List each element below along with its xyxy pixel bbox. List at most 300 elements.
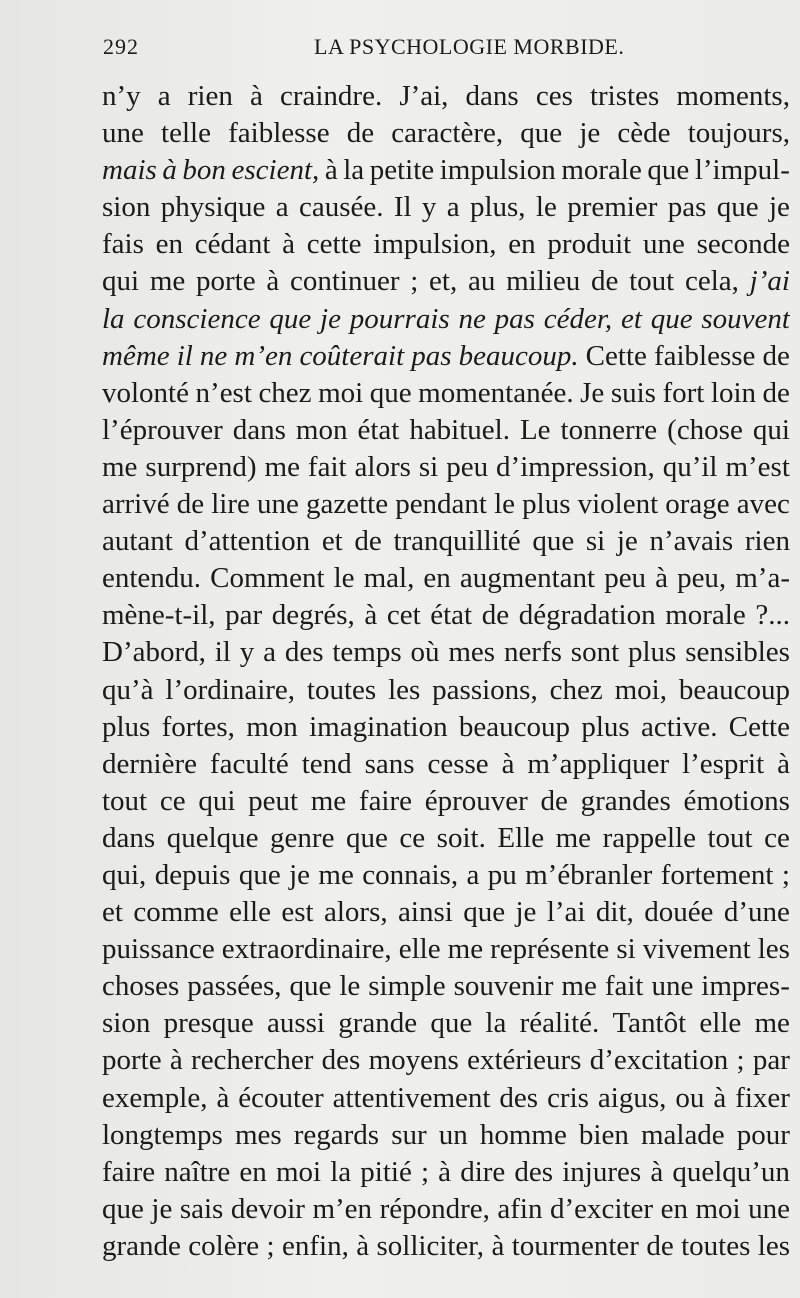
word: mes: [234, 1118, 282, 1151]
italic-word: à: [162, 154, 177, 187]
word: en: [423, 562, 451, 595]
word: peu,: [677, 562, 727, 595]
word: temps: [332, 636, 402, 669]
word: des: [284, 636, 324, 669]
word: colère: [188, 1229, 260, 1262]
italic-word: ne: [458, 302, 486, 335]
word: tout: [102, 784, 148, 817]
word: enfin,: [281, 1229, 349, 1262]
word: ;: [420, 1155, 430, 1188]
word: le: [494, 488, 516, 521]
text-line: [102, 412, 790, 449]
word: sans: [364, 747, 415, 780]
word: naître: [164, 1155, 231, 1188]
word: caractère,: [391, 117, 504, 150]
word: ce: [159, 784, 186, 817]
word: je: [515, 896, 537, 929]
word: tourmenter: [511, 1229, 639, 1262]
word: Je: [580, 376, 605, 409]
word: et: [321, 525, 343, 558]
word: Comment: [210, 562, 325, 595]
word: Il: [393, 191, 412, 224]
word: aussi: [266, 1007, 325, 1040]
word: représente: [490, 933, 610, 966]
word: qu’il: [662, 450, 718, 483]
word: éprouver: [424, 784, 528, 817]
word: que: [430, 1007, 473, 1040]
word: aigus,: [597, 1081, 667, 1114]
italic-word: céder,: [543, 302, 613, 335]
text-line: [102, 634, 790, 671]
word: une: [651, 970, 694, 1003]
word: m’a-: [735, 562, 790, 595]
word: connais,: [362, 858, 459, 891]
word: dans: [102, 821, 156, 854]
italic-word: pourrais: [349, 302, 450, 335]
word: à: [216, 1081, 230, 1114]
word: mal,: [363, 562, 415, 595]
word: qu’à: [102, 673, 154, 706]
word: que: [102, 1192, 144, 1225]
word: avec: [736, 488, 790, 521]
word: que: [289, 970, 332, 1003]
word: cède: [617, 117, 671, 150]
word: que: [345, 821, 388, 854]
word: moments,: [676, 80, 790, 112]
word: dernière: [102, 747, 197, 780]
word: devoir: [230, 1192, 305, 1225]
word: produit: [547, 228, 632, 261]
text-line: [102, 1228, 790, 1265]
word: chez: [549, 673, 603, 706]
text-line: [102, 672, 790, 709]
word: et: [102, 896, 123, 929]
word: peut: [248, 784, 299, 817]
word: mène-t-il,: [102, 599, 216, 632]
word: arrivé: [102, 488, 170, 521]
word: tout: [707, 821, 753, 854]
word: moi: [318, 376, 364, 409]
word: (chose: [667, 413, 743, 446]
word: pendant: [395, 488, 487, 521]
word: ;: [736, 1044, 745, 1077]
word: elle: [398, 933, 441, 966]
italic-word: ne: [199, 339, 228, 372]
word: cet: [386, 599, 421, 632]
text-line: [102, 746, 790, 783]
word: a: [275, 191, 289, 224]
word: pas: [667, 191, 707, 224]
word: par: [225, 599, 263, 632]
text-line: [102, 523, 790, 560]
text-line: [102, 1042, 790, 1079]
word: que: [647, 154, 690, 187]
word: fixer: [735, 1081, 790, 1114]
word: écouter: [238, 1081, 324, 1114]
word: fortes,: [161, 710, 235, 743]
word: à: [655, 562, 668, 595]
word: entendu.: [102, 562, 202, 595]
word: sensibles: [685, 636, 790, 669]
word: de: [481, 599, 510, 632]
word: cédant: [194, 228, 271, 261]
word: ;: [266, 1229, 275, 1262]
word: plus: [102, 710, 151, 743]
word: tristes: [589, 80, 660, 112]
text-line: [102, 78, 790, 115]
word: les: [388, 673, 421, 706]
text-line: [102, 152, 790, 189]
word: chez: [258, 376, 312, 409]
word: alors,: [324, 896, 388, 929]
word: a: [157, 80, 171, 112]
text-line: [102, 709, 790, 746]
word: volonté: [102, 376, 189, 409]
word: dégradation: [518, 599, 656, 632]
word: la: [485, 1007, 507, 1040]
word: à: [501, 747, 515, 780]
word: à: [356, 1229, 370, 1262]
word: m’ébranler: [525, 858, 653, 891]
italic-word: et: [620, 302, 642, 335]
word: peu: [446, 450, 489, 483]
word: je: [616, 525, 638, 558]
word: beaucoup: [678, 673, 790, 706]
word: me: [310, 784, 347, 817]
word: continuer: [289, 265, 400, 298]
word: à: [266, 265, 280, 298]
word: telle: [161, 117, 211, 150]
body-text: [102, 78, 790, 1265]
word: des: [321, 1044, 361, 1077]
word: faire: [102, 1155, 156, 1188]
word: causée.: [298, 191, 384, 224]
word: de: [540, 784, 568, 817]
text-line: [102, 1191, 790, 1228]
word: à: [169, 1044, 183, 1077]
word: la: [343, 154, 365, 187]
text-line: [102, 894, 790, 931]
word: petite: [369, 154, 435, 187]
word: fortement: [660, 858, 774, 891]
word: cesse: [427, 747, 489, 780]
word: au: [467, 265, 496, 298]
word: qui: [102, 265, 140, 298]
word: grandes: [580, 784, 671, 817]
word: à: [713, 1081, 727, 1114]
word: quelque: [166, 821, 259, 854]
word: a: [446, 191, 460, 224]
word: gazette: [305, 488, 389, 521]
word: me: [561, 970, 597, 1003]
word: répondre,: [379, 1192, 490, 1225]
word: toutes: [681, 1229, 751, 1262]
word: dit,: [595, 896, 634, 929]
word: à: [364, 599, 378, 632]
italic-word: pas: [411, 339, 452, 372]
word: longtemps: [102, 1118, 223, 1151]
word: dans: [232, 413, 286, 446]
word: si: [616, 933, 636, 966]
word: porte: [196, 265, 256, 298]
word: extraordinaire,: [221, 933, 392, 966]
text-line: [102, 301, 790, 338]
word: peu: [604, 562, 647, 595]
word: genre: [270, 821, 335, 854]
word: toutes: [306, 673, 377, 706]
word: en: [155, 228, 183, 261]
word: tranquillité: [393, 525, 521, 558]
word: et,: [429, 265, 458, 298]
text-line: [102, 931, 790, 968]
word: sion: [102, 1007, 151, 1040]
word: ?...: [755, 599, 790, 632]
word: état: [357, 413, 400, 446]
italic-word: la: [102, 302, 125, 335]
word: l’impul-: [694, 154, 790, 187]
word: Tantôt: [612, 1007, 687, 1040]
word: ainsi: [398, 896, 453, 929]
word: douée: [644, 896, 714, 929]
word: n’y: [102, 80, 141, 112]
word: sur: [391, 1118, 427, 1151]
word: l’ordinaire,: [165, 673, 296, 706]
word: moi: [695, 1192, 741, 1225]
word: une: [256, 488, 299, 521]
word: autant: [102, 525, 173, 558]
word: l’ai: [546, 896, 586, 929]
word: d’exciter: [550, 1192, 654, 1225]
word: plus: [581, 710, 630, 743]
text-line: [102, 486, 790, 523]
word: J’ai,: [399, 80, 449, 112]
word: moi: [275, 1155, 322, 1188]
word: à: [777, 747, 790, 780]
word: un: [438, 1118, 468, 1151]
word: active.: [640, 710, 718, 743]
word: depuis: [154, 858, 231, 891]
text-line: [102, 820, 790, 857]
word: souvenir: [453, 970, 554, 1003]
word: de: [762, 376, 790, 409]
word: de: [346, 117, 375, 150]
word: orage: [665, 488, 730, 521]
word: rappelle: [602, 821, 696, 854]
word: loin: [710, 376, 757, 409]
word: en: [239, 1155, 267, 1188]
word: cela,: [684, 265, 739, 298]
word: Cette: [728, 710, 790, 743]
word: m’est: [725, 450, 790, 483]
word: ;: [410, 265, 419, 298]
word: me: [447, 933, 484, 966]
italic-word: que: [269, 302, 312, 335]
word: bien: [578, 1118, 629, 1151]
word: extérieurs: [467, 1044, 582, 1077]
word: faiblesse: [228, 117, 330, 150]
italic-word: beaucoup.: [458, 339, 579, 372]
word: fort: [662, 376, 705, 409]
word: imagination: [309, 710, 448, 743]
word: soit.: [436, 821, 486, 854]
text-line: [102, 783, 790, 820]
word: tout: [629, 265, 675, 298]
word: mon: [246, 710, 298, 743]
text-line: [102, 857, 790, 894]
word: impulsion,: [373, 228, 497, 261]
italic-word: m’en: [234, 339, 293, 372]
word: grande: [102, 1229, 181, 1262]
word: injures: [562, 1155, 642, 1188]
word: exemple,: [102, 1081, 208, 1114]
italic-word: j’ai: [749, 265, 790, 298]
word: quelqu’un: [672, 1155, 790, 1188]
word: moyens: [368, 1044, 459, 1077]
word: impulsion: [439, 154, 556, 187]
word: cette: [306, 228, 362, 261]
text-line: [102, 968, 790, 1005]
word: qui: [198, 784, 236, 817]
word: le: [333, 562, 355, 595]
word: qui,: [102, 858, 147, 891]
word: je: [768, 191, 790, 224]
word: rien: [744, 525, 790, 558]
italic-word: conscience: [133, 302, 261, 335]
word: tonnerre: [560, 413, 658, 446]
word: ou: [675, 1081, 705, 1114]
word: pu: [487, 858, 517, 891]
italic-word: souvent: [701, 302, 790, 335]
word: Le: [519, 413, 551, 446]
word: réalité.: [519, 1007, 600, 1040]
word: craindre.: [279, 80, 383, 112]
word: est: [281, 896, 314, 929]
text-line: [102, 189, 790, 226]
word: momentanée.: [418, 376, 574, 409]
word: solliciter,: [376, 1229, 485, 1262]
word: de: [762, 339, 790, 372]
italic-word: que: [650, 302, 693, 335]
italic-word: même: [102, 339, 170, 372]
word: en: [508, 228, 536, 261]
word: me: [264, 450, 300, 483]
word: y: [239, 636, 255, 669]
word: puissance: [102, 933, 215, 966]
text-line: [102, 1154, 790, 1191]
word: la: [330, 1155, 352, 1188]
word: surprend): [145, 450, 257, 483]
word: rien: [187, 80, 233, 112]
word: mon: [295, 413, 348, 446]
word: faire: [358, 784, 413, 817]
word: des: [514, 1155, 554, 1188]
word: le: [339, 970, 361, 1003]
word: par: [752, 1044, 790, 1077]
word: porte: [102, 1044, 162, 1077]
word: ;: [781, 858, 790, 891]
word: Cette: [585, 339, 647, 372]
italic-word: coûterait: [299, 339, 405, 372]
text-line: [102, 597, 790, 634]
word: rechercher: [191, 1044, 314, 1077]
word: il: [214, 636, 231, 669]
text-line: [102, 1005, 790, 1042]
word: une: [748, 1192, 790, 1225]
word: une: [642, 228, 685, 261]
word: physique: [160, 191, 266, 224]
word: que: [463, 896, 506, 929]
page-number: 292: [103, 34, 139, 59]
word: sont: [570, 636, 620, 669]
italic-word: je: [320, 302, 341, 335]
word: beaucoup: [458, 710, 571, 743]
text-line: [102, 1117, 790, 1154]
text-line: [102, 226, 790, 263]
word: ces: [535, 80, 573, 112]
word: que: [238, 858, 281, 891]
word: état: [430, 599, 473, 632]
word: à: [324, 154, 338, 187]
word: elle: [229, 896, 271, 929]
italic-word: pas: [494, 302, 535, 335]
word: m’appliquer: [527, 747, 670, 780]
word: m’en: [312, 1192, 373, 1225]
word: je: [579, 117, 601, 150]
italic-word: escient,: [231, 154, 320, 187]
word: passées,: [187, 970, 282, 1003]
word: me: [754, 1007, 790, 1040]
word: attentivement: [332, 1081, 491, 1114]
word: augmentant: [459, 562, 596, 595]
word: grande: [338, 1007, 418, 1040]
word: tend: [301, 747, 352, 780]
word: vivement: [642, 933, 751, 966]
word: suis: [610, 376, 656, 409]
word: Elle: [497, 821, 545, 854]
word: morale: [561, 154, 642, 187]
word: pitié: [360, 1155, 412, 1188]
word: le: [535, 191, 557, 224]
running-head: [0, 34, 800, 64]
text-line: [102, 263, 790, 300]
word: si: [418, 450, 439, 483]
word: lire: [211, 488, 250, 521]
word: à: [249, 80, 263, 112]
word: que: [520, 117, 563, 150]
word: a: [263, 636, 276, 669]
word: fait: [307, 450, 347, 483]
word: D’abord,: [102, 636, 206, 669]
word: elle: [699, 1007, 742, 1040]
word: morale: [665, 599, 746, 632]
word: si: [585, 525, 606, 558]
text-line: [102, 115, 790, 152]
word: plus: [627, 636, 677, 669]
word: faiblesse: [653, 339, 756, 372]
word: passions,: [432, 673, 538, 706]
word: homme: [479, 1118, 567, 1151]
word: de: [646, 1229, 674, 1262]
word: seconde: [696, 228, 790, 261]
word: fais: [102, 228, 144, 261]
word: de: [354, 525, 382, 558]
word: une: [102, 117, 144, 150]
word: n’est: [195, 376, 252, 409]
word: impres-: [701, 970, 790, 1003]
text-line: [102, 560, 790, 597]
running-head-title: LA PSYCHOLOGIE MORBIDE.: [314, 34, 625, 59]
word: où: [410, 636, 440, 669]
